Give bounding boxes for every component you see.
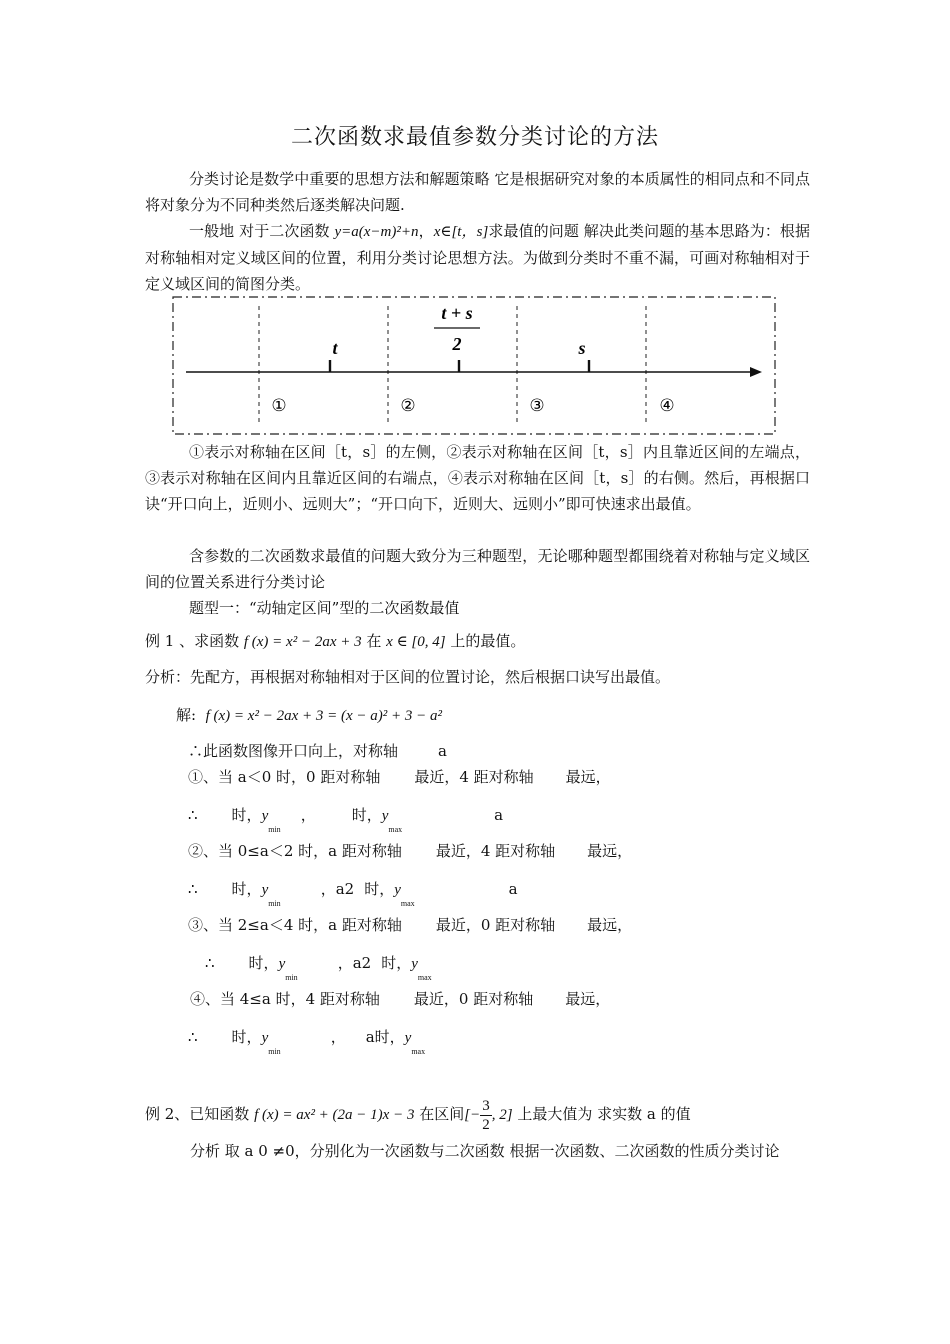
case-1-line bbox=[188, 766, 611, 787]
case-2-a2: ，a2 bbox=[320, 880, 355, 898]
explain-paragraph-2: 含参数的二次函数求最值的问题大致分为三种题型，无论哪种题型都围绕着对称轴与定义域区间的位置关系进行分类讨论 bbox=[145, 547, 810, 591]
region-1: ① bbox=[271, 396, 287, 416]
solution-expression: f (x) = x² − 2ax + 3 = (x − a)² + 3 − a² bbox=[205, 708, 442, 724]
case-1-result bbox=[188, 804, 504, 834]
min-subscript: min bbox=[268, 1047, 281, 1056]
dashed-border bbox=[173, 297, 775, 434]
symmetry-axis-value: a bbox=[438, 742, 447, 760]
example-2-analysis: 分析 取 a 0 ≠0，分别化为一次函数与二次函数 根据一次函数、二次函数的性质分类讨论 bbox=[190, 1142, 780, 1160]
domain-formula: x∈[t，s] bbox=[433, 224, 489, 240]
case-1-a: a bbox=[494, 806, 504, 824]
y-min-symbol: y bbox=[261, 808, 269, 824]
case-3-text-c: 最远， bbox=[587, 916, 633, 934]
case-4-text: ④、当 4≤a 时，4 距对称轴 bbox=[190, 990, 380, 1008]
intro-text: 一般地 对于二次函数 bbox=[189, 222, 335, 240]
case-1-when-2: 时， bbox=[351, 806, 382, 824]
page-title: 二次函数求最值参数分类讨论的方法 bbox=[290, 125, 659, 150]
case-1-text-b: 最近，4 距对称轴 bbox=[414, 768, 534, 786]
example-1-analysis: 分析：先配方，再根据对称轴相对于区间的位置讨论，然后根据口诀写出最值。 bbox=[145, 668, 671, 686]
max-subscript: max bbox=[411, 1047, 426, 1056]
example-1-in: 在 bbox=[361, 632, 387, 650]
example-2-function: f (x) = ax² + (2a − 1)x − 3 bbox=[254, 1107, 415, 1123]
y-min-symbol: y bbox=[261, 1030, 269, 1046]
case-1-comma: ， bbox=[300, 806, 316, 824]
case-2-text: ②、当 0≤a＜2 时，a 距对称轴 bbox=[188, 842, 402, 860]
label-s: s bbox=[578, 338, 586, 358]
fraction-denominator: 2 bbox=[482, 1116, 490, 1133]
min-subscript: min bbox=[268, 825, 281, 834]
therefore-symbol: ∴ bbox=[188, 1028, 198, 1046]
case-4-when: 时， bbox=[231, 1028, 262, 1046]
axis-diagram-svg bbox=[172, 296, 776, 436]
fraction-numerator: 3 bbox=[482, 1097, 490, 1114]
example-1-domain: x ∈ [0, 4] bbox=[386, 634, 446, 650]
example-2-label: 例 2、已知函数 bbox=[145, 1105, 255, 1123]
example-2-statement bbox=[145, 1094, 691, 1135]
case-2-when: 时， bbox=[231, 880, 262, 898]
y-min-symbol: y bbox=[261, 882, 269, 898]
interval-close: , 2] bbox=[491, 1107, 513, 1123]
case-1-when: 时， bbox=[231, 806, 262, 824]
case-2-a: a bbox=[508, 880, 518, 898]
axis-diagram bbox=[172, 296, 776, 436]
case-2-line bbox=[188, 840, 632, 861]
therefore-symbol: ∴ bbox=[188, 806, 198, 824]
symmetry-axis-line bbox=[188, 740, 447, 761]
case-4-text-c: 最远， bbox=[565, 990, 611, 1008]
region-3: ③ bbox=[529, 396, 545, 416]
y-min-symbol: y bbox=[278, 956, 286, 972]
example-2-in-interval: 在区间 bbox=[414, 1105, 465, 1123]
example-1-function: f (x) = x² − 2ax + 3 bbox=[243, 634, 362, 650]
y-max-symbol: y bbox=[404, 1030, 412, 1046]
intro-paragraph-2 bbox=[145, 218, 810, 297]
therefore-symbol: ∴ bbox=[205, 954, 215, 972]
intro-paragraph-1: 分类讨论是数学中重要的思想方法和解题策略 它是根据研究对象的本质属性的相同点和不同点 将对象分为不同种类然后逐类解决问题. bbox=[145, 170, 810, 214]
case-3-when: 时， bbox=[248, 954, 279, 972]
example-2-tail: 上最大值为 求实数 a 的值 bbox=[512, 1105, 691, 1123]
intro-text-2: 求最值的问题 解决此类问题的基本思路为：根据对称轴相对定义域区间的位置，利用分类讨论思想方法。为做到分类时不重不漏，可画对称轴相对于定义域区间的简图分类。 bbox=[145, 222, 810, 293]
case-3-text: ③、当 2≤a＜4 时，a 距对称轴 bbox=[188, 916, 402, 934]
y-max-symbol: y bbox=[381, 808, 389, 824]
case-2-result bbox=[188, 878, 518, 908]
case-2-text-c: 最远， bbox=[587, 842, 633, 860]
case-2-when-2: 时， bbox=[364, 880, 395, 898]
label-mid-numerator: t + s bbox=[441, 303, 473, 323]
case-4-comma: ， bbox=[330, 1028, 346, 1046]
max-subscript: max bbox=[388, 825, 403, 834]
explain-paragraph-1: ①表示对称轴在区间［t，s］的左侧，②表示对称轴在区间［t，s］内且靠近区间的左端点，③表示对称轴在区间内且靠近区间的右端点，④表示对称轴在区间［t，s］的右侧。然后，再根据口诀“开口向上，近则小、远则大”；“开口向下，近则大、远则小”即可快速求出最值。 bbox=[145, 443, 810, 513]
case-3-when-2: 时， bbox=[381, 954, 412, 972]
case-1-text: ①、当 a＜0 时，0 距对称轴 bbox=[188, 768, 381, 786]
case-2-text-b: 最近，4 距对称轴 bbox=[435, 842, 556, 860]
region-4: ④ bbox=[659, 396, 675, 416]
region-2: ② bbox=[400, 396, 416, 416]
case-4-text-b: 最近，0 距对称轴 bbox=[413, 990, 534, 1008]
symmetry-axis-text: ∴此函数图像开口向上，对称轴 bbox=[188, 742, 399, 760]
case-1-text-c: 最远， bbox=[565, 768, 611, 786]
label-t: t bbox=[332, 338, 338, 358]
case-3-a2: ，a2 bbox=[337, 954, 372, 972]
example-1-solution bbox=[176, 704, 442, 727]
min-subscript: min bbox=[268, 899, 281, 908]
section-heading-type-1: 题型一：“动轴定区间”型的二次函数最值 bbox=[189, 599, 460, 617]
case-4-result bbox=[188, 1026, 426, 1056]
y-max-symbol: y bbox=[394, 882, 401, 898]
intro-comma: ， bbox=[418, 222, 434, 240]
max-subscript: max bbox=[417, 973, 432, 982]
min-subscript: min bbox=[285, 973, 298, 982]
interval-open: [− bbox=[464, 1107, 481, 1123]
example-1-label: 例 1 、求函数 bbox=[145, 632, 244, 650]
y-max-symbol: y bbox=[411, 956, 418, 972]
case-3-line bbox=[188, 914, 632, 935]
max-subscript: max bbox=[400, 899, 415, 908]
therefore-symbol: ∴ bbox=[188, 880, 198, 898]
solution-label: 解: bbox=[176, 706, 197, 724]
fraction-three-halves bbox=[480, 1097, 492, 1134]
label-mid-denominator: 2 bbox=[452, 334, 462, 354]
example-1-tail: 上的最值。 bbox=[445, 632, 526, 650]
case-3-text-b: 最近，0 距对称轴 bbox=[435, 916, 556, 934]
quadratic-formula: y=a(x−m)²+n bbox=[334, 224, 419, 240]
case-4-a-when: a时， bbox=[365, 1028, 405, 1046]
arrow-head-icon bbox=[750, 367, 762, 377]
case-3-result bbox=[205, 952, 432, 982]
example-1-statement bbox=[145, 630, 525, 653]
case-4-line bbox=[190, 988, 610, 1009]
